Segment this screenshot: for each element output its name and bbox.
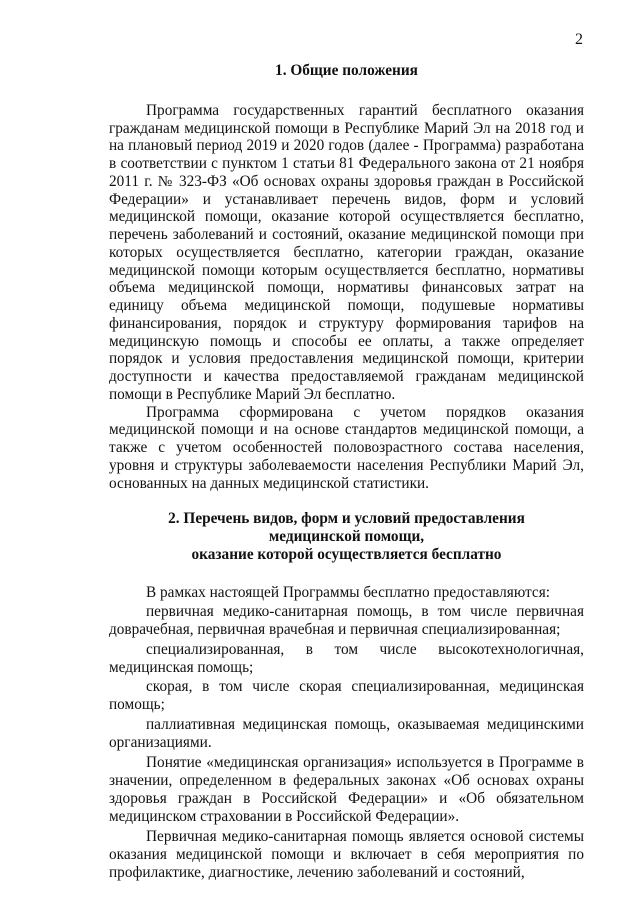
section-2-paragraph: В рамках настоящей Программы бесплатно предоставляются: bbox=[146, 583, 550, 601]
page-number: 2 bbox=[575, 31, 583, 48]
section-2-paragraph: Первичная медико-санитарная помощь является основой системы оказания медицинской помощи и включает в себя мероприятия по профилактике, диагностике, лечению заболеваний и состояний, bbox=[109, 828, 584, 881]
section-2-list-item: скорая, в том числе скорая специализированная, медицинская помощь; bbox=[109, 678, 584, 713]
page-content bbox=[109, 62, 584, 882]
section-2-heading-line: медицинской помощи, bbox=[268, 528, 425, 545]
section-2-list-item: паллиативная медицинская помощь, оказываемая медицинскими организациями. bbox=[109, 715, 584, 751]
section-1-paragraph: Программа сформирована с учетом порядков оказания медицинской помощи и на основе стандартов медицинской помощи, а также с учетом особенностей половозрастного состава населения, уровня и структуры заболеваемости населения Республики Марий Эл, основанных на данных медицинской статистики. bbox=[109, 403, 584, 492]
section-2-heading-line: оказание которой осуществляется бесплатно bbox=[191, 545, 502, 563]
section-2-paragraph: Понятие «медицинская организация» используется в Программе в значении, определенном в федеральных законах «Об основах охраны здоровья граждан в Российской Федерации» и «Об обязательном медицинском страховании в Российской Федерации». bbox=[109, 754, 584, 825]
section-2-heading-line: 2. Перечень видов, форм и условий предоставления bbox=[168, 510, 525, 528]
section-2-list-item: первичная медико-санитарная помощь, в том числе первичная доврачебная, первичная врачебная и первичная специализированная; bbox=[109, 603, 584, 638]
section-2-heading bbox=[109, 510, 584, 563]
section-2-list-item: специализированная, в том числе высокотехнологичная, медицинская помощь; bbox=[109, 640, 584, 676]
section-1-paragraph: Программа государственных гарантий бесплатного оказания гражданам медицинской помощи в Республике Марий Эл на 2018 год и на плановый период 2019 и 2020 годов (далее - Программа) разработана в соответствии с пунктом 1 статьи 81 Федерального закона от 21 ноября 2011 г. № 323-ФЗ «Об основах охраны здоровья граждан в Российской Федерации» и устанавливает перечень видов, форм и условий медицинской помощи, оказание которой осуществляется бесплатно, перечень заболеваний и состояний, оказание медицинской помощи при которых осуществляется бесплатно, категории граждан, оказание медицинской помощи которым осуществляется бесплатно, нормативы объема медицинской помощи, нормативы финансовых затрат на единицу объема медицинской помощи, подушевые нормативы финансирования, порядок и структуру формирования тарифов на медицинскую помощь и способы ее оплаты, а также определяет порядок и условия предоставления медицинской помощи, критерии доступности и качества предоставляемой гражданам медицинской помощи в Республике Марий Эл бесплатно. bbox=[109, 101, 584, 403]
section-1-heading: 1. Общие положения bbox=[275, 62, 418, 79]
